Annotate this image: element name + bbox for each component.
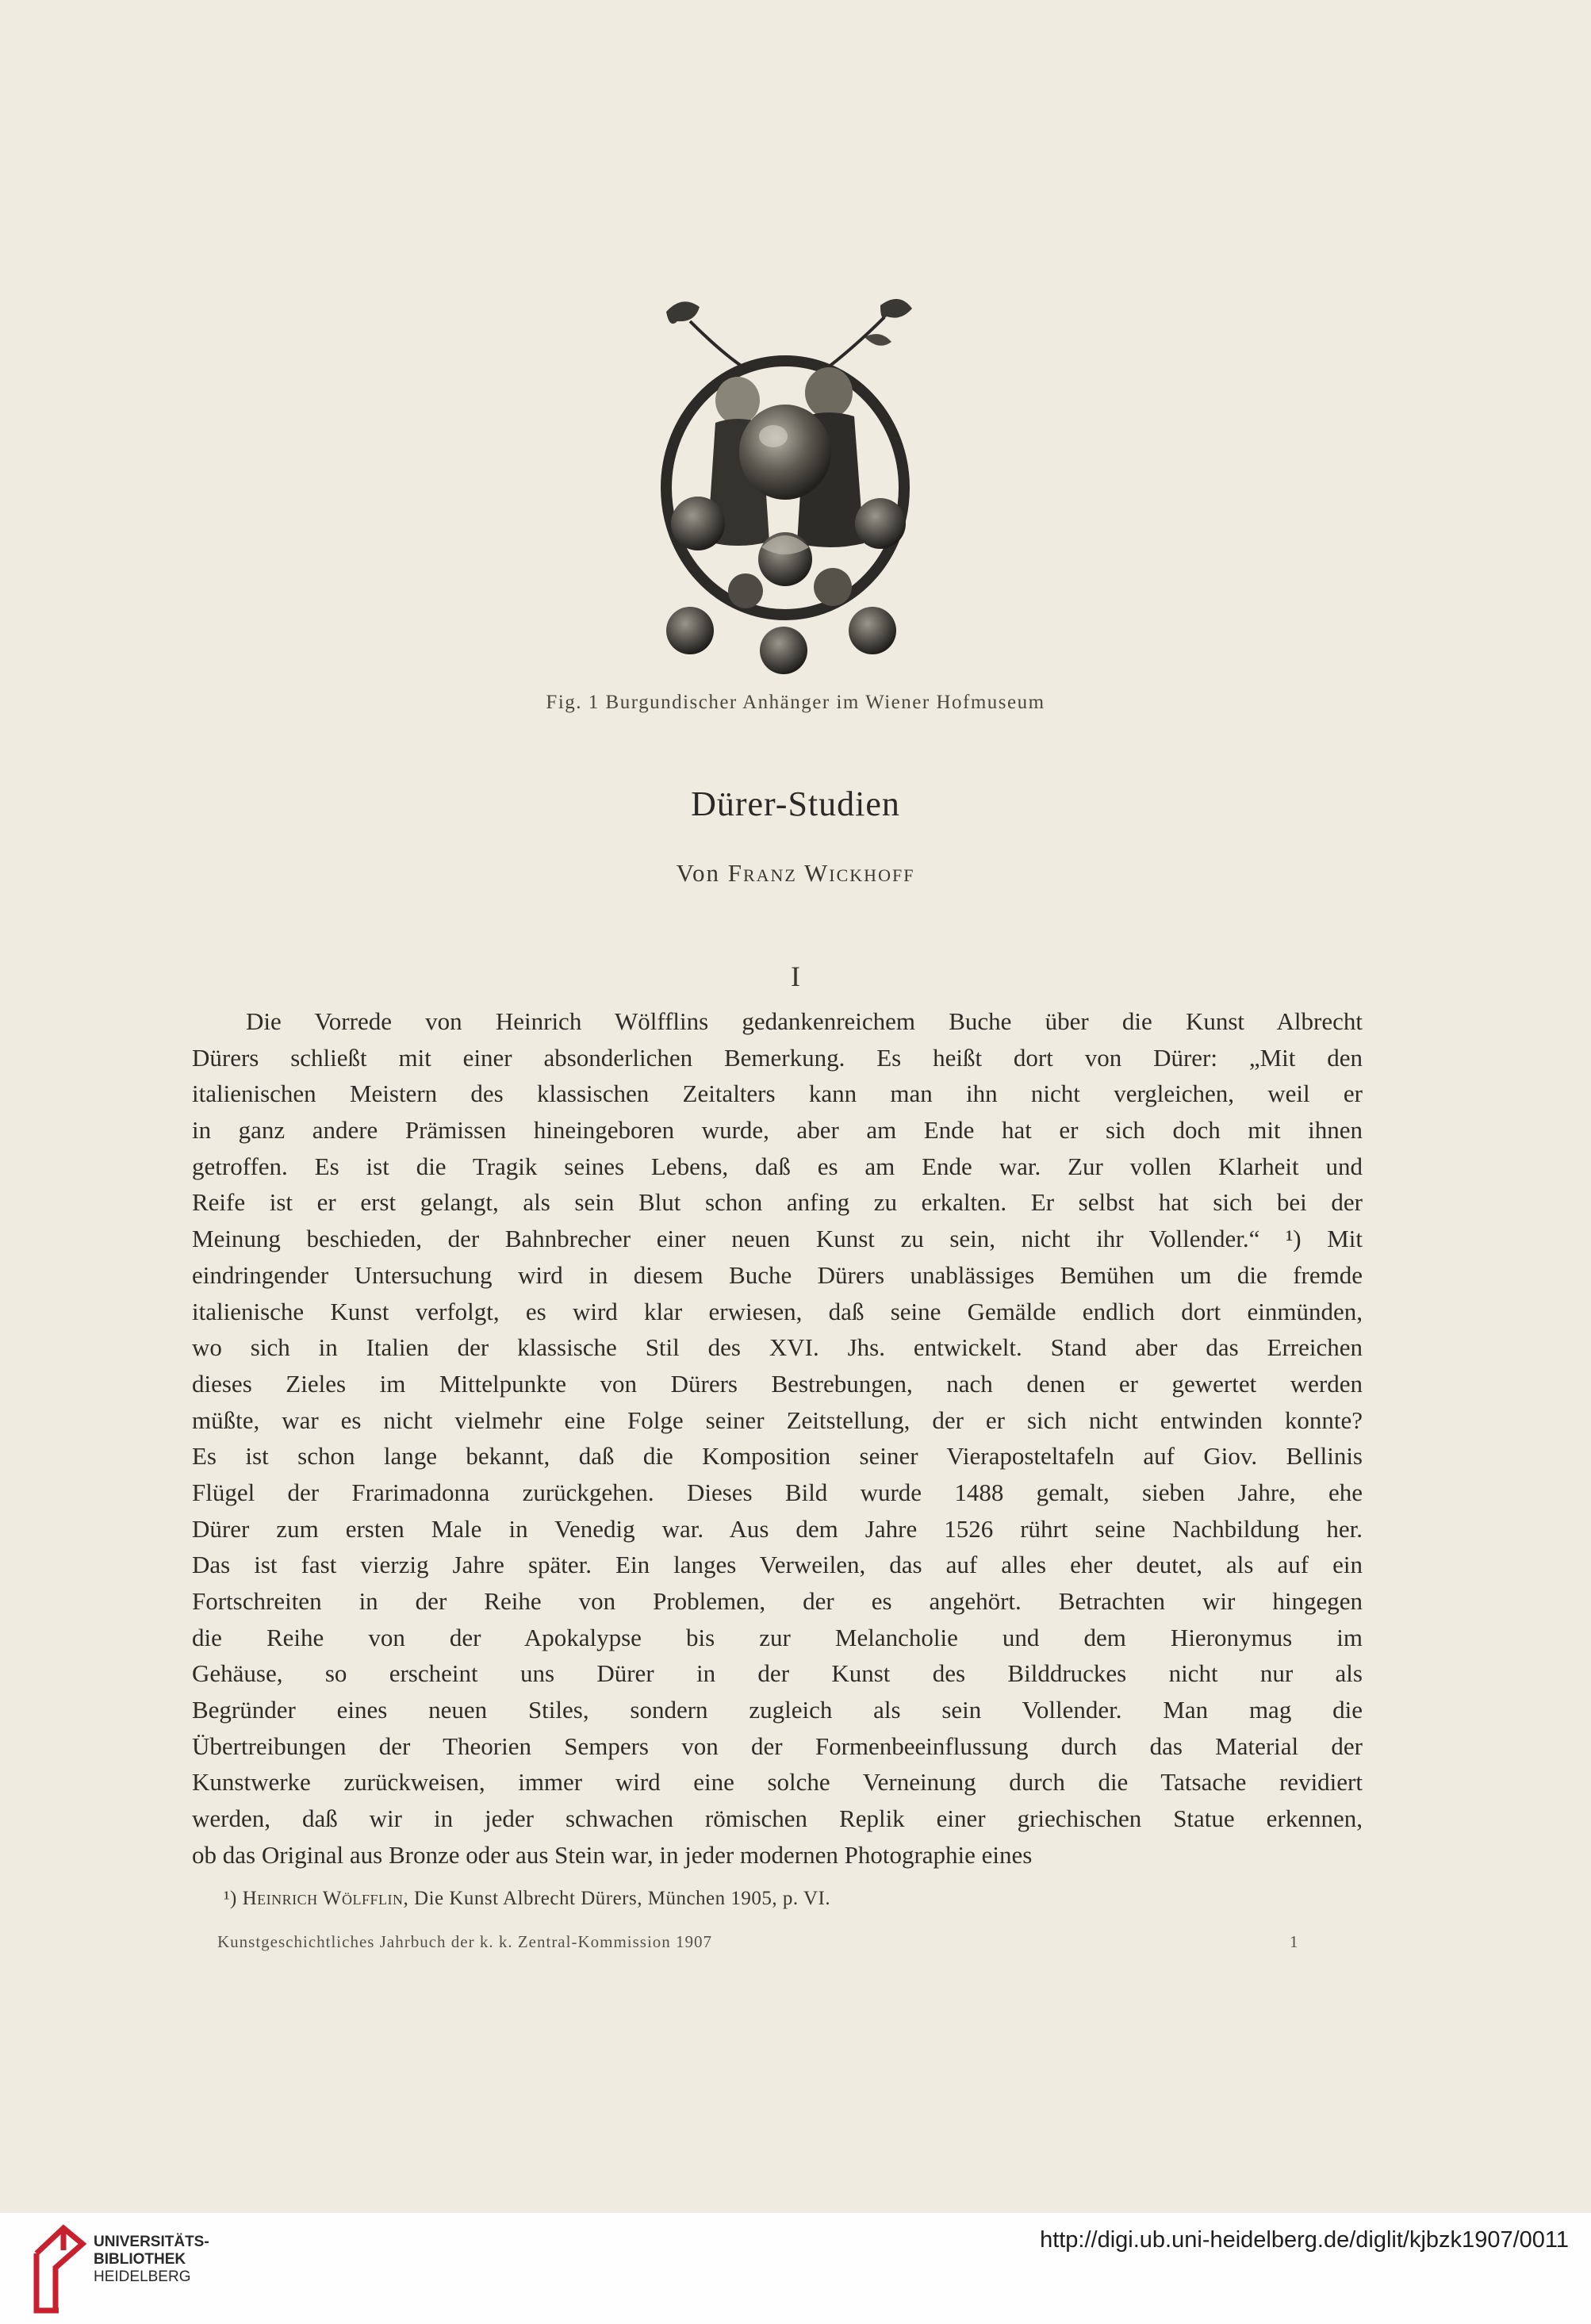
page-number: 1 [1290, 1932, 1298, 1951]
body-line: werden, daß wir in jeder schwachen römischen Replik einer griechischen Statue erkennen, [192, 1804, 1363, 1833]
body-line: Flügel der Frarimadonna zurückgehen. Dieses Bild wurde 1488 gemalt, sieben Jahre, ehe [192, 1478, 1363, 1506]
body-line: Reife ist er erst gelangt, als sein Blut schon anfing zu erkalten. Er selbst hat sich bei der [192, 1188, 1363, 1217]
footnote-marker: ¹) [224, 1888, 237, 1909]
body-line: Übertreibungen der Theorien Sempers von der Formenbeeinflussung durch das Material der [192, 1731, 1363, 1760]
figure-caption: Fig. 1 Burgundischer Anhänger im Wiener Hofmuseum [546, 692, 1045, 713]
section-numeral: I [791, 961, 800, 992]
ub-heidelberg-logo-icon[interactable] [32, 2222, 87, 2315]
body-line: Begründer eines neuen Stiles, sondern zugleich als sein Vollender. Man mag die [192, 1696, 1363, 1724]
logo-mark [32, 2222, 87, 2315]
footnote-text: , Die Kunst Albrecht Dürers, München 1905, p. VI. [403, 1888, 831, 1909]
body-line: Dürers schließt mit einer absonderlichen Bemerkung. Es heißt dort von Dürer: „Mit den [192, 1043, 1363, 1072]
running-footer: Kunstgeschichtliches Jahrbuch der k. k. Zentral-Kommission 1907 [217, 1932, 713, 1951]
body-line: italienischen Meistern des klassischen Zeitalters kann man ihn nicht vergleichen, weil er [192, 1080, 1363, 1108]
article-byline [0, 859, 1591, 888]
footnote [192, 1888, 1363, 1910]
article-title: Dürer-Studien [691, 784, 900, 823]
footnote-author: Heinrich Wölfflin [242, 1888, 404, 1909]
body-text [192, 1003, 1363, 1873]
body-line: in ganz andere Prämissen hineingeboren wurde, aber am Ende hat er sich doch mit ihnen [192, 1116, 1363, 1145]
byline-author: Franz Wickhoff [727, 859, 915, 887]
body-line: Es ist schon lange bekannt, daß die Komposition seiner Vieraposteltafeln auf Giov. Bellinis [192, 1442, 1363, 1471]
body-line: Gehäuse, so erscheint uns Dürer in der Kunst des Bilddruckes nicht nur als [192, 1659, 1363, 1688]
body-line: Meinung beschieden, der Bahnbrecher einer neuen Kunst zu sein, nicht ihr Vollender.“ ¹) Mit [192, 1225, 1363, 1253]
pendant-illustration [642, 290, 928, 674]
source-url-link[interactable]: http://digi.ub.uni-heidelberg.de/diglit/kjbzk1907/0011 [1040, 2227, 1569, 2253]
pendant-figure-image [642, 290, 928, 674]
body-line: dieses Zieles im Mittelpunkte von Dürers Bestrebungen, nach denen er gewertet werden [192, 1369, 1363, 1398]
body-line: die Reihe von der Apokalypse bis zur Melancholie und dem Hieronymus im [192, 1623, 1363, 1651]
body-line: müßte, war es nicht vielmehr eine Folge seiner Zeitstellung, der er sich nicht entwinden konnte? [192, 1406, 1363, 1434]
library-name-line: BIBLIOTHEK [94, 2251, 186, 2268]
body-line: Kunstwerke zurückweisen, immer wird eine solche Verneinung durch die Tatsache revidiert [192, 1768, 1363, 1797]
library-name [94, 2234, 209, 2286]
library-city: HEIDELBERG [94, 2268, 191, 2285]
body-line: Die Vorrede von Heinrich Wölfflins gedankenreichem Buche über die Kunst Albrecht [246, 1007, 1363, 1035]
body-line: italienische Kunst verfolgt, es wird klar erwiesen, daß seine Gemälde endlich dort einmünden, [192, 1297, 1363, 1325]
body-line: eindringender Untersuchung wird in diesem Buche Dürers unablässiges Bemühen um die fremde [192, 1260, 1363, 1289]
body-line: wo sich in Italien der klassische Stil des XVI. Jhs. entwickelt. Stand aber das Erreichen [192, 1333, 1363, 1362]
library-name-line: UNIVERSITÄTS- [94, 2234, 209, 2250]
body-line: Dürer zum ersten Male in Venedig war. Aus dem Jahre 1526 rührt seine Nachbildung her. [192, 1514, 1363, 1543]
body-line: Fortschreiten in der Reihe von Problemen, der es angehört. Betrachten wir hingegen [192, 1587, 1363, 1615]
body-line: Das ist fast vierzig Jahre später. Ein langes Verweilen, das auf alles eher deutet, als auf ein [192, 1551, 1363, 1579]
body-line: ob das Original aus Bronze oder aus Stein war, in jeder modernen Photographie eines [192, 1840, 1033, 1869]
byline-prefix: Von [676, 859, 720, 887]
body-line: getroffen. Es ist die Tragik seines Lebens, daß es am Ende war. Zur vollen Klarheit und [192, 1152, 1363, 1180]
